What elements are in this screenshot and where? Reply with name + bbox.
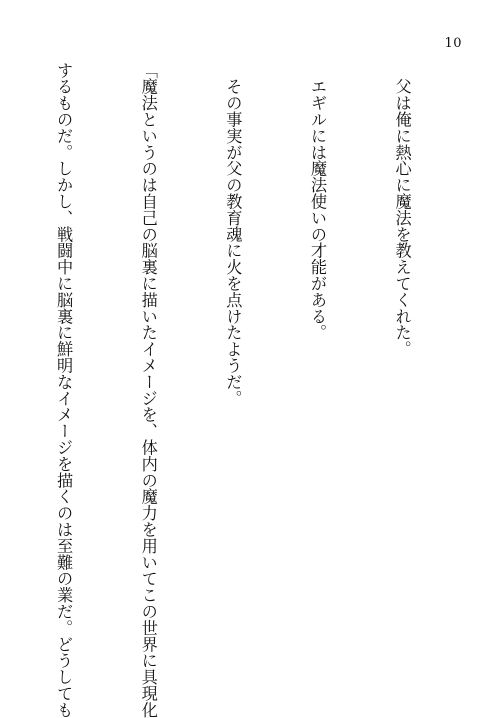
text-line: その事実が父の教育魂に火を点けたようだ。 xyxy=(223,62,243,407)
page-number: 10 xyxy=(444,36,462,51)
text-line: 父は俺に熱心に魔法を教えてくれた。 xyxy=(392,62,412,358)
vertical-text-block xyxy=(0,62,472,718)
text-line: するものだ。しかし、戦闘中に脳裏に鮮明なイメージを描くのは至難の業だ。どうしても xyxy=(54,62,74,718)
text-line: 「魔法というのは自己の脳裏に描いたイメージを、体内の魔力を用いてこの世界に具現化 xyxy=(138,62,158,718)
text-line: エギルには魔法使いの才能がある。 xyxy=(307,62,327,341)
